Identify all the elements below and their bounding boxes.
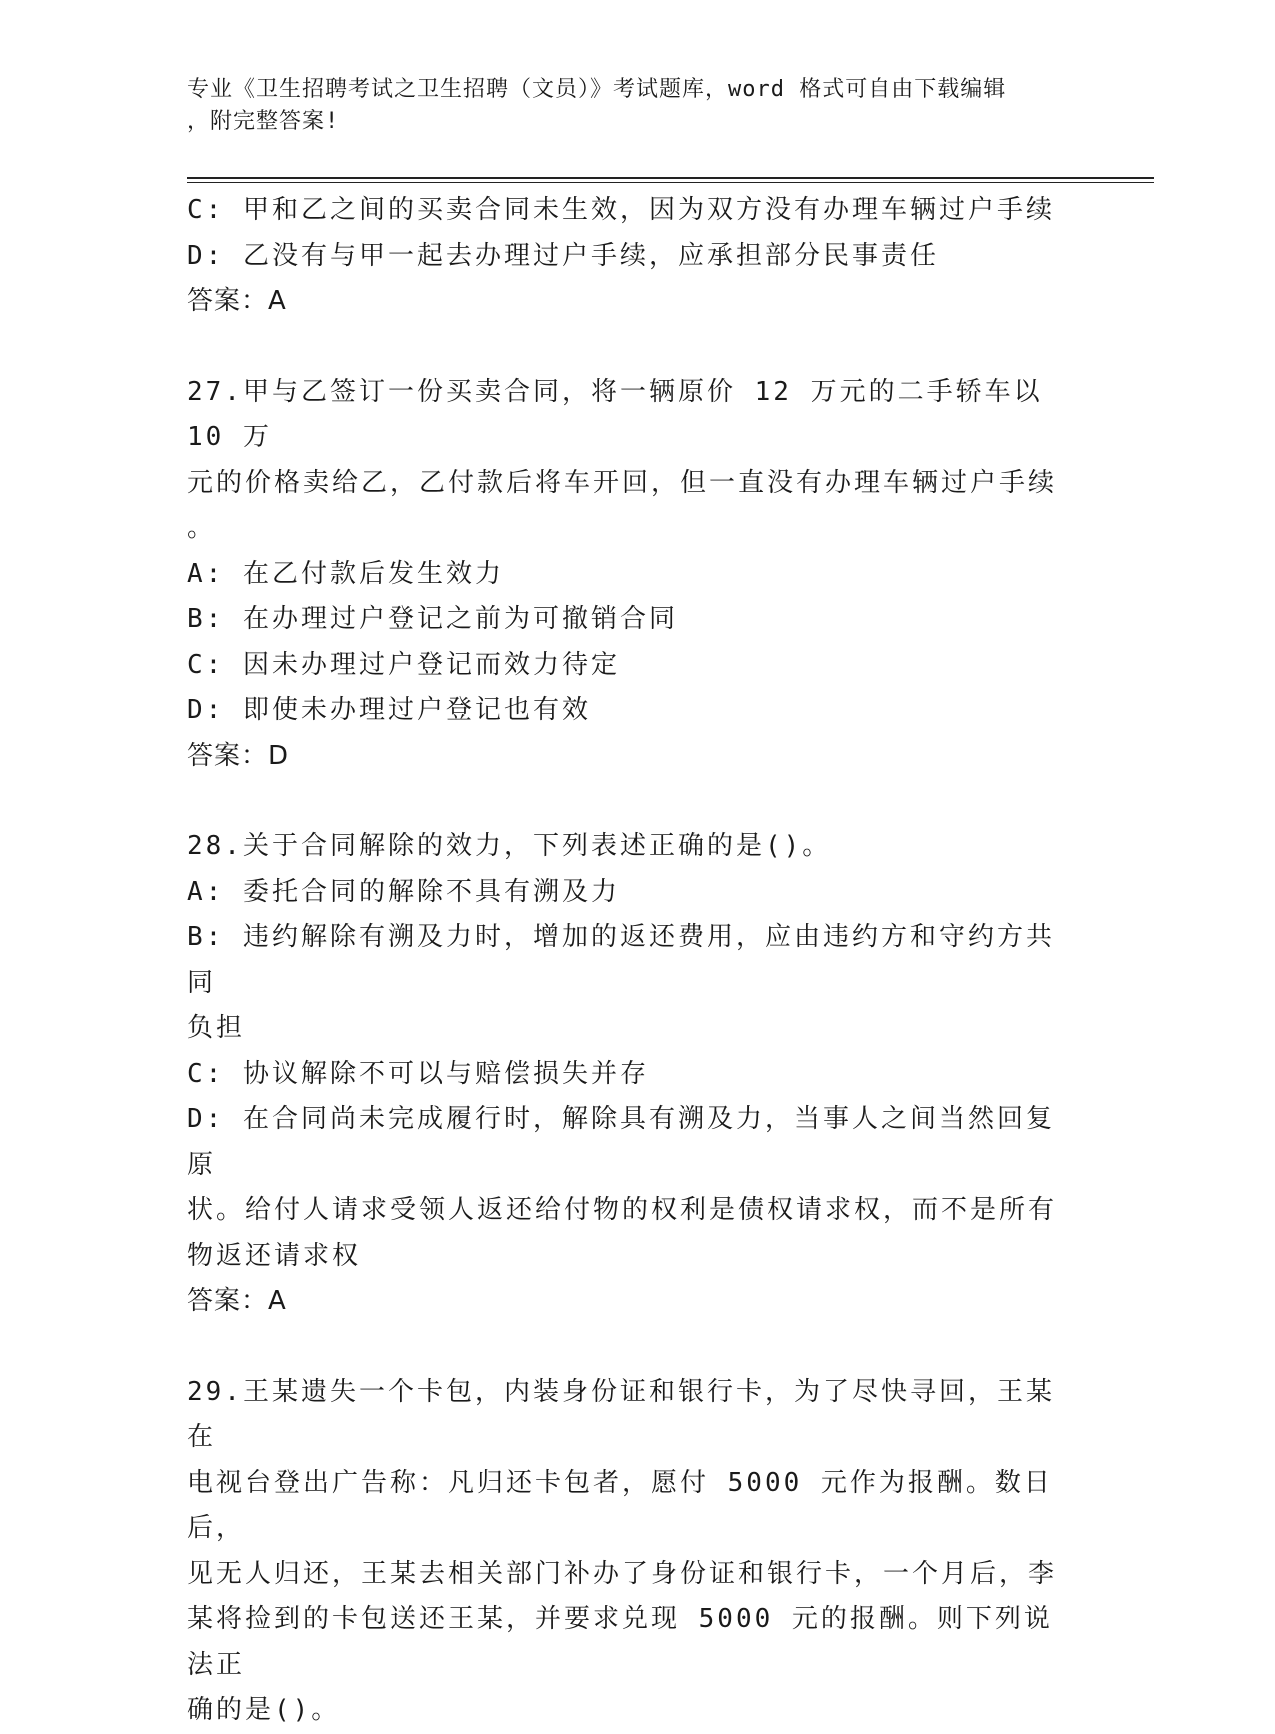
answer-line: 答案：A <box>187 286 287 316</box>
question-stem: 。 <box>187 513 217 543</box>
question-stem: 某将捡到的卡包送还王某，并要求兑现 5000 元的报酬。则下列说法正 <box>187 1604 1053 1680</box>
question-stem: 电视台登出广告称：凡归还卡包者，愿付 5000 元作为报酬。数日后， <box>187 1467 1053 1543</box>
option-c: C: 甲和乙之间的买卖合同未生效，因为双方没有办理车辆过户手续 <box>187 195 1055 225</box>
answer-line: 答案：A <box>187 1286 287 1316</box>
header-title-line-1: 专业《卫生招聘考试之卫生招聘（文员）》考试题库，word 格式可自由下载编辑 <box>187 77 1007 102</box>
header-title-line-2: ，附完整答案! <box>187 109 340 134</box>
question-stem: 元的价格卖给乙，乙付款后将车开回，但一直没有办理车辆过户手续 <box>187 467 1058 498</box>
question-stem: 确的是()。 <box>187 1695 341 1725</box>
question-29 <box>187 1370 1077 1734</box>
answer-line: 答案：D <box>187 740 290 771</box>
question-28 <box>187 824 1077 1325</box>
question-stem: 见无人归还，王某去相关部门补办了身份证和银行卡，一个月后，李 <box>187 1558 1058 1589</box>
header-divider-thin <box>187 182 1154 183</box>
option-d-continued: 状。给付人请求受领人返还给付物的权利是债权请求权，而不是所有 <box>187 1195 1058 1225</box>
option-a: A: 委托合同的解除不具有溯及力 <box>187 876 620 907</box>
option-b: B: 违约解除有溯及力时，增加的返还费用，应由违约方和守约方共同 <box>187 922 1055 998</box>
question-stem: 27.甲与乙签订一份买卖合同，将一辆原价 12 万元的二手轿车以 10 万 <box>187 376 1043 452</box>
question-content <box>187 188 1077 1734</box>
option-d-continued: 物返还请求权 <box>187 1240 362 1271</box>
option-a: A: 在乙付款后发生效力 <box>187 558 504 589</box>
option-c: C: 因未办理过户登记而效力待定 <box>187 649 620 680</box>
option-b-continued: 负担 <box>187 1013 246 1043</box>
header-divider-thick <box>187 177 1154 179</box>
option-d: D: 乙没有与甲一起去办理过户手续，应承担部分民事责任 <box>187 240 939 271</box>
question-stem: 28.关于合同解除的效力，下列表述正确的是()。 <box>187 831 832 861</box>
option-c: C: 协议解除不可以与赔偿损失并存 <box>187 1058 649 1089</box>
question-stem: 29.王某遗失一个卡包，内装身份证和银行卡，为了尽快寻回，王某在 <box>187 1376 1055 1452</box>
question-spacer <box>187 779 1077 824</box>
question-27 <box>187 370 1077 780</box>
question-spacer <box>187 1325 1077 1370</box>
option-b: B: 在办理过户登记之前为可撤销合同 <box>187 604 678 634</box>
option-d: D: 即使未办理过户登记也有效 <box>187 695 591 725</box>
option-d: D: 在合同尚未完成履行时，解除具有溯及力，当事人之间当然回复原 <box>187 1104 1055 1180</box>
question-26-tail <box>187 188 1077 325</box>
question-spacer <box>187 325 1077 370</box>
document-header <box>187 74 1087 138</box>
